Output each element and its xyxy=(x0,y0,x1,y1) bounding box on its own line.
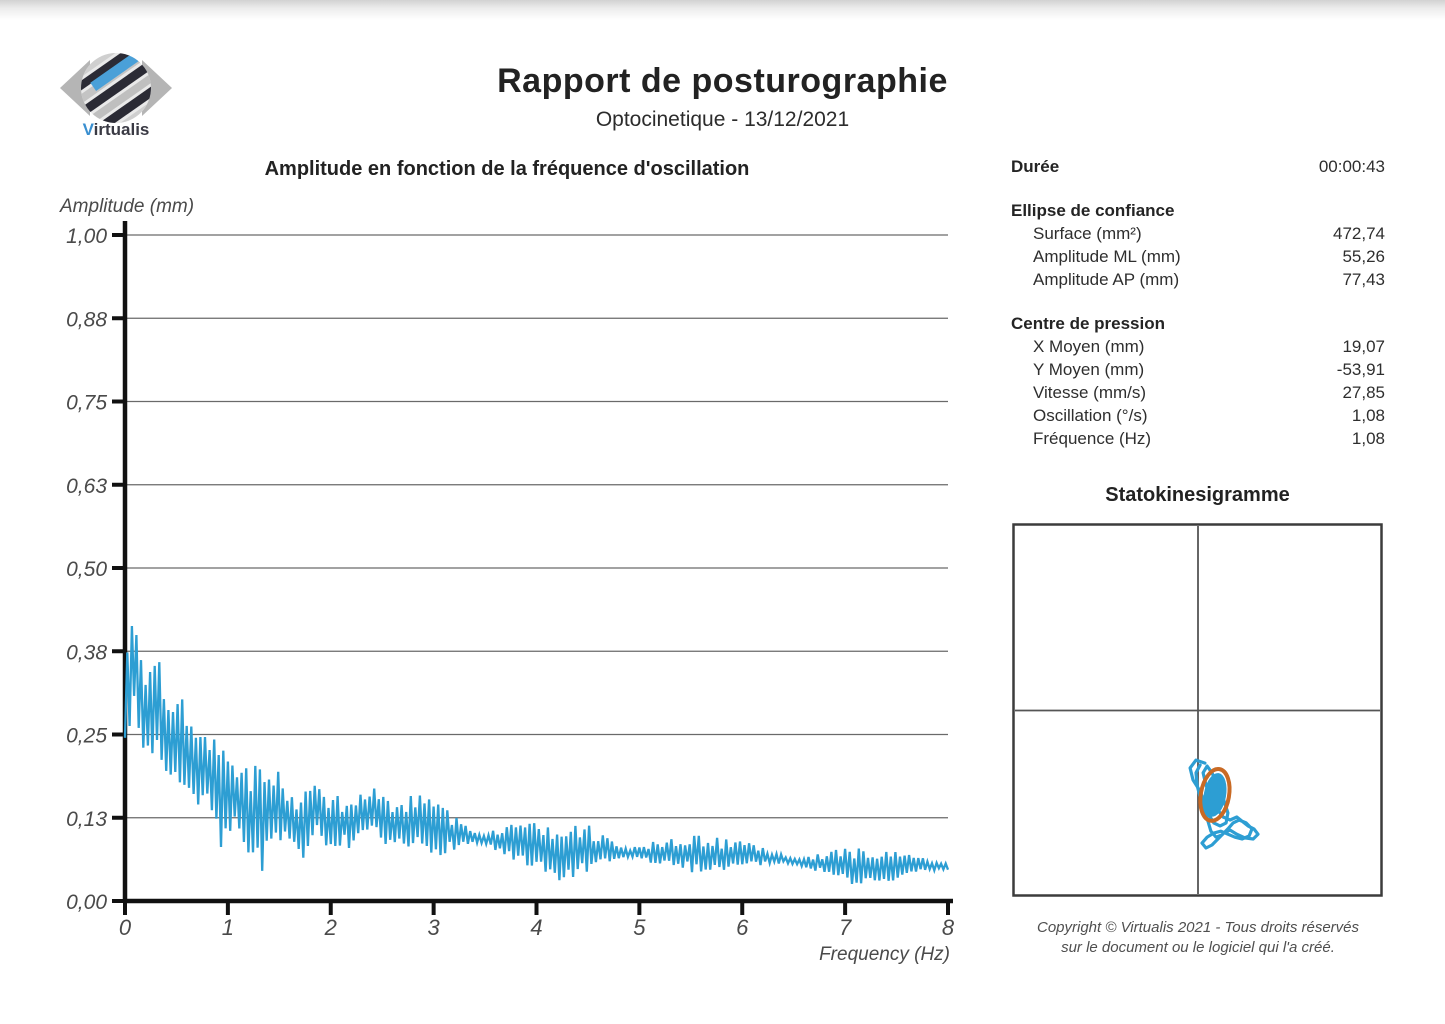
y-tick-label: 1,00 xyxy=(66,225,107,248)
stat-value: 55,26 xyxy=(1342,247,1385,266)
y-tick-label: 0,88 xyxy=(66,308,107,332)
page-subtitle: Optocinetique - 13/12/2021 xyxy=(595,108,850,131)
stat-label: Y Moyen (mm) xyxy=(1033,360,1145,379)
y-axis-title: Amplitude (mm) xyxy=(60,196,195,217)
duration-value: 00:00:43 xyxy=(1318,157,1385,176)
stat-label: Amplitude AP (mm) xyxy=(1033,270,1180,289)
pressure-center-rows xyxy=(1011,335,1385,450)
stat-label: X Moyen (mm) xyxy=(1033,337,1145,356)
stat-value: 1,08 xyxy=(1351,429,1385,448)
stat-value: 19,07 xyxy=(1342,337,1385,356)
page-title: Rapport de posturographie xyxy=(497,62,948,100)
duration-row xyxy=(1011,155,1385,178)
y-tick-label: 0,50 xyxy=(66,558,107,581)
duration-label: Durée xyxy=(1011,157,1060,176)
confidence-ellipse-section xyxy=(1011,199,1385,291)
copyright-notice xyxy=(994,918,1402,958)
logo-wordmark-rest: irtualis xyxy=(93,120,150,139)
stat-label: Amplitude ML (mm) xyxy=(1033,247,1181,266)
stat-row xyxy=(1011,404,1385,427)
pressure-center-section xyxy=(1011,312,1385,450)
x-axis-title: Frequency (Hz) xyxy=(819,944,950,965)
y-tick-label: 0,38 xyxy=(66,641,107,665)
stat-label: Surface (mm²) xyxy=(1033,224,1142,243)
spectrum-chart-title: Amplitude en fonction de la fréquence d'oscillation xyxy=(264,158,750,180)
copyright-line1: Copyright © Virtualis 2021 - Tous droits réservés xyxy=(1036,919,1360,936)
stat-value: -53,91 xyxy=(1336,360,1385,379)
copyright-line2: sur le document ou le logiciel qui l'a créé. xyxy=(1061,939,1335,956)
y-tick-label: 0,13 xyxy=(66,807,107,831)
statokinesigramme-title: Statokinesigramme xyxy=(1105,484,1290,506)
stat-value: 27,85 xyxy=(1342,383,1385,402)
stat-value: 77,43 xyxy=(1342,270,1385,289)
x-tick-label: 8 xyxy=(941,915,955,940)
stat-row xyxy=(1011,335,1385,358)
stat-value: 472,74 xyxy=(1333,224,1385,243)
amplitude-frequency-chart xyxy=(0,150,990,980)
x-tick-label: 2 xyxy=(324,915,337,940)
x-tick-label: 0 xyxy=(118,915,132,940)
stat-row xyxy=(1011,268,1385,291)
logo-wordmark-initial: V xyxy=(82,120,94,139)
stat-row xyxy=(1011,222,1385,245)
spectrum-trace xyxy=(125,626,948,884)
stats-panel xyxy=(1011,155,1385,450)
x-tick-label: 5 xyxy=(633,915,646,940)
confidence-ellipse-rows xyxy=(1011,222,1385,291)
x-tick-label: 4 xyxy=(530,915,543,940)
y-tick-label: 0,00 xyxy=(66,891,107,914)
window-top-shadow xyxy=(0,0,1445,20)
stat-row xyxy=(1011,427,1385,450)
confidence-ellipse-header: Ellipse de confiance xyxy=(1011,201,1175,220)
x-tick-label: 3 xyxy=(427,915,440,940)
stat-label: Fréquence (Hz) xyxy=(1033,429,1152,448)
y-tick-label: 0,25 xyxy=(66,724,107,748)
stat-row xyxy=(1011,358,1385,381)
statokinesigramme-plot xyxy=(1012,523,1383,897)
y-tick-label: 0,75 xyxy=(66,391,107,415)
stat-value: 1,08 xyxy=(1351,406,1385,425)
x-tick-label: 1 xyxy=(221,915,234,940)
stat-row xyxy=(1011,381,1385,404)
stat-row xyxy=(1011,245,1385,268)
y-tick-label: 0,63 xyxy=(66,474,107,498)
x-tick-label: 7 xyxy=(839,915,852,940)
stat-label: Vitesse (mm/s) xyxy=(1033,383,1147,402)
x-tick-label: 6 xyxy=(736,915,749,940)
pressure-center-header: Centre de pression xyxy=(1011,314,1165,333)
stat-label: Oscillation (°/s) xyxy=(1033,406,1148,425)
